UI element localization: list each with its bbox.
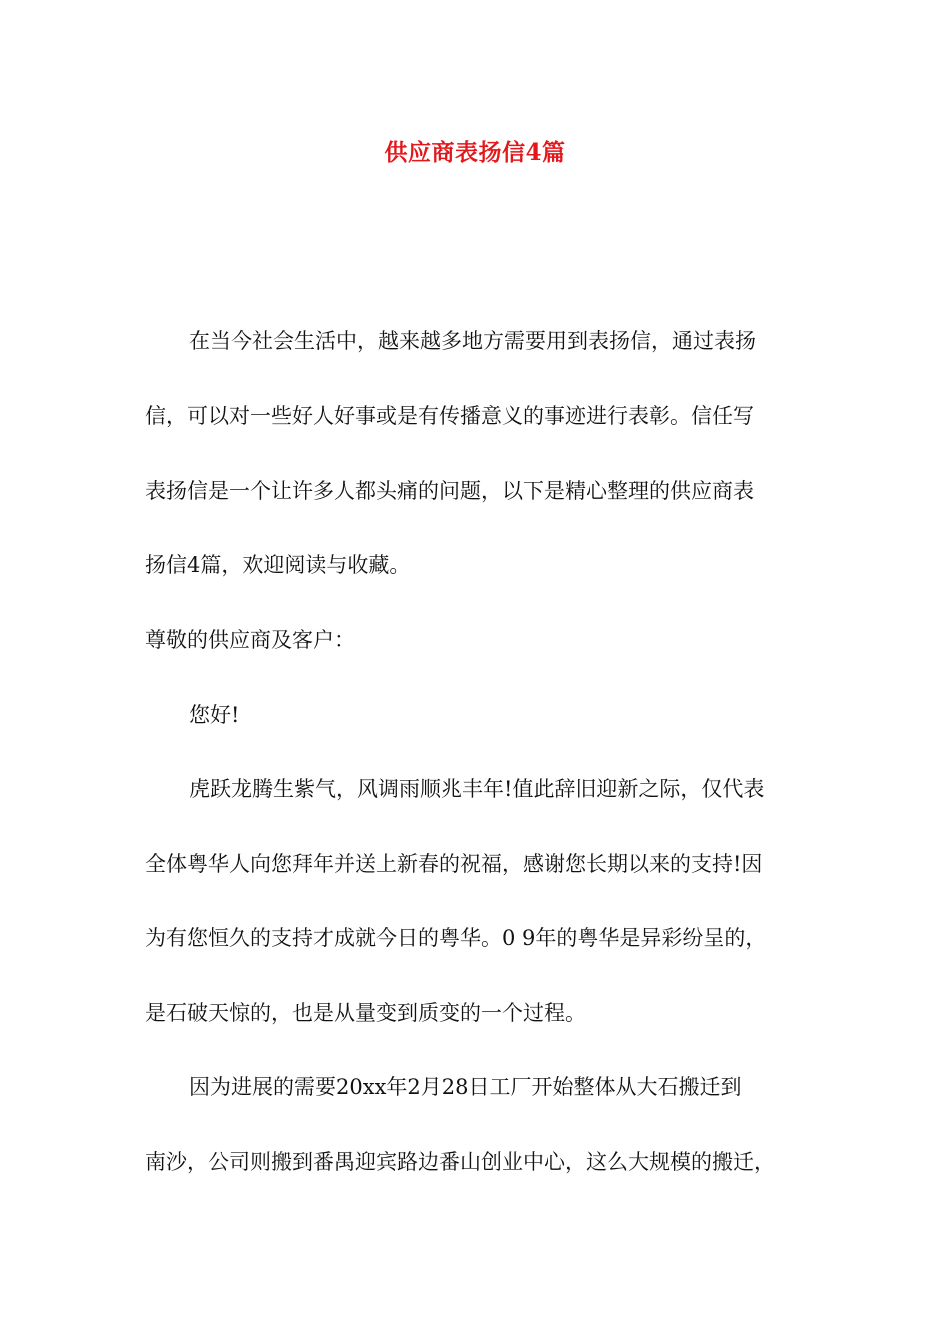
salutation: 尊敬的供应商及客户：: [145, 628, 355, 652]
paragraph-line: 因为进展的需要20xx年2月28日工厂开始整体从大石搬迁到: [189, 1075, 742, 1099]
paragraph-line: 表扬信是一个让许多人都头痛的问题，以下是精心整理的供应商表: [145, 479, 754, 503]
paragraph-line: 南沙，公司则搬到番禺迎宾路边番山创业中心，这么大规模的搬迁，: [145, 1150, 775, 1174]
document-title: 供应商表扬信4篇: [384, 139, 566, 166]
paragraph-line: 扬信4篇，欢迎阅读与收藏。: [145, 553, 411, 577]
paragraph-line: 全体粤华人向您拜年并送上新春的祝福，感谢您长期以来的支持!因: [145, 852, 763, 876]
paragraph-line: 为有您恒久的支持才成就今日的粤华。0 9年的粤华是异彩纷呈的，: [145, 926, 767, 950]
greeting: 您好!: [189, 703, 240, 727]
paragraph-line: 信，可以对一些好人好事或是有传播意义的事迹进行表彰。信任写: [145, 404, 754, 428]
paragraph-line: 虎跃龙腾生紫气，风调雨顺兆丰年!值此辞旧迎新之际，仅代表: [189, 777, 765, 801]
paragraph-line: 在当今社会生活中，越来越多地方需要用到表扬信，通过表扬: [189, 329, 756, 353]
paragraph-line: 是石破天惊的，也是从量变到质变的一个过程。: [145, 1001, 586, 1025]
